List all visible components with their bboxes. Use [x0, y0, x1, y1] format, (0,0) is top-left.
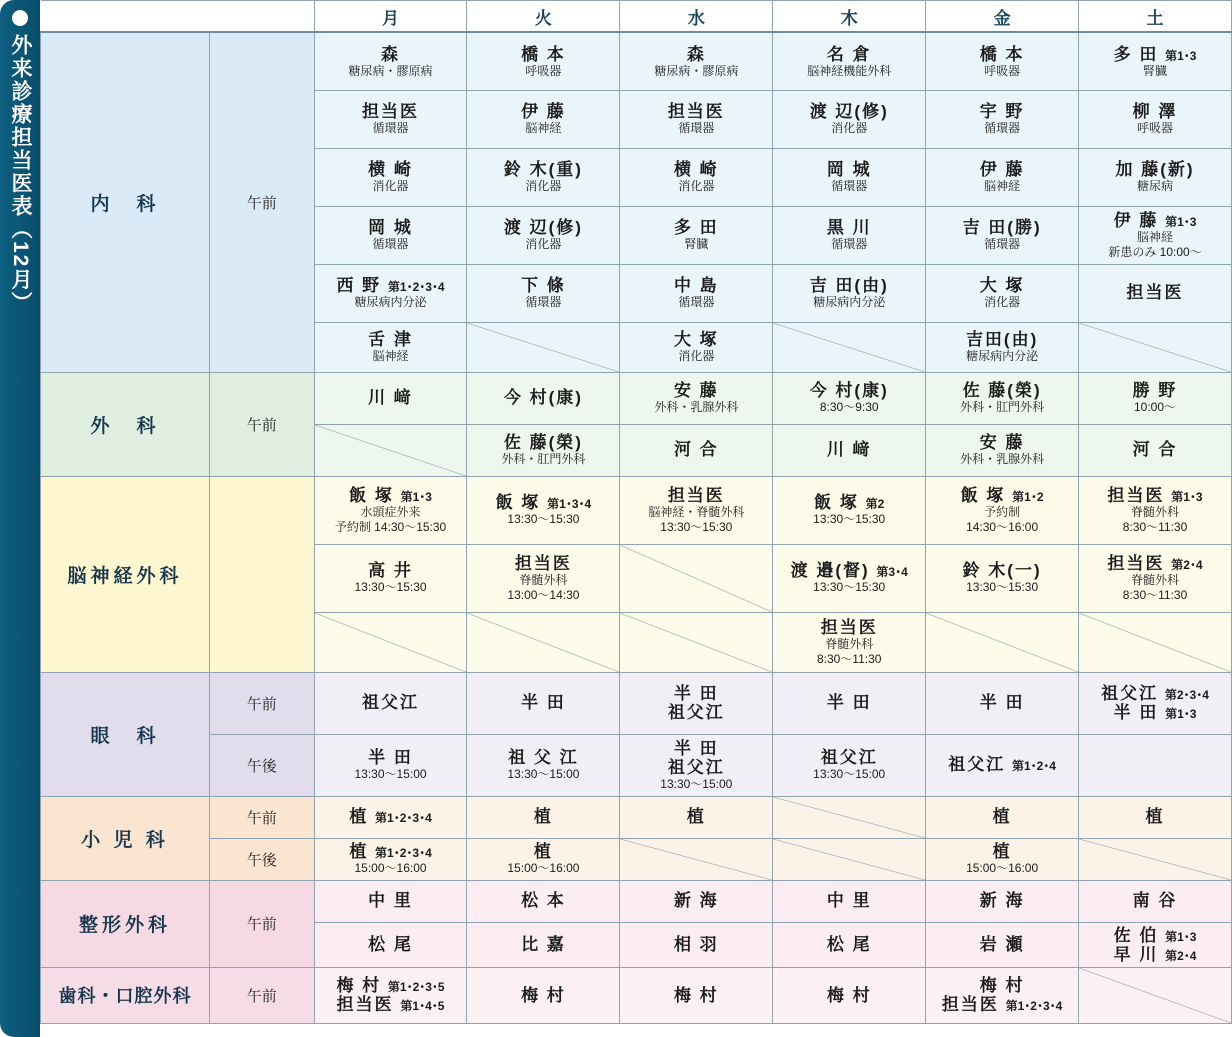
slot-cell-day1	[314, 424, 467, 476]
doctor-name: 川 﨑	[826, 440, 872, 460]
slot-cell-day6	[1079, 90, 1232, 148]
slot-note: 呼吸器	[984, 63, 1021, 78]
period-label: 午前	[209, 880, 314, 967]
slot-cell-day3	[620, 424, 773, 476]
slot-note: 糖尿病・膠原病	[654, 63, 739, 78]
slot-cell-day5	[926, 476, 1079, 544]
slot-cell-day6	[1079, 264, 1232, 322]
doctor-name: 担当医	[362, 102, 420, 122]
doctor-name: 森	[381, 44, 401, 64]
slot-note: 消化器	[525, 179, 562, 194]
slot-cell-day4	[773, 424, 926, 476]
doctor-name: 伊 藤 第1･3	[1113, 211, 1197, 231]
doctor-name: 鈴 木(重)	[503, 160, 583, 180]
slot-cell-day2	[467, 922, 620, 967]
slot-cell-day5	[926, 922, 1079, 967]
slot-note: 13:30〜15:00	[813, 767, 886, 782]
day-header-sat: 土	[1079, 1, 1232, 33]
doctor-name: 半 田 祖父江	[667, 738, 725, 777]
slot-cell-day6	[1079, 672, 1232, 734]
slot-cell-day5	[926, 32, 1079, 90]
doctor-name: 大 塚	[979, 276, 1025, 296]
slot-cell-day3	[620, 476, 773, 544]
slot-note: 糖尿病内分泌	[966, 349, 1039, 364]
doctor-name: 加 藤(新)	[1115, 160, 1195, 180]
slot-cell-day6	[1079, 796, 1232, 838]
doctor-name: 渡 辺(修)	[503, 218, 583, 238]
table-row	[41, 372, 1232, 424]
slot-cell-day3	[620, 967, 773, 1023]
slot-note: 15:00〜16:00	[966, 861, 1039, 876]
doctor-name: 梅 村	[826, 985, 872, 1005]
slot-cell-day6	[1079, 922, 1232, 967]
slot-cell-day4	[773, 206, 926, 264]
doctor-name: 佐 藤(榮)	[503, 433, 583, 453]
slot-cell-day1	[314, 838, 467, 880]
table-row	[41, 734, 1232, 796]
doctor-name: 梅 村	[521, 985, 566, 1005]
slot-note: 13:30〜15:00	[354, 767, 427, 782]
slot-cell-day6	[1079, 424, 1232, 476]
table-row	[41, 476, 1232, 544]
doctor-name: 植	[992, 842, 1012, 862]
slot-cell-day4	[773, 476, 926, 544]
slot-note: 13:30〜15:00	[507, 767, 580, 782]
slot-cell-day5	[926, 967, 1079, 1023]
doctor-name: 河 合	[1132, 440, 1178, 460]
period-label: 午前	[209, 967, 314, 1023]
doctor-name: 今 村(康)	[809, 381, 889, 401]
slot-cell-day1	[314, 90, 467, 148]
slot-cell-day1	[314, 734, 467, 796]
slot-cell-day4	[773, 880, 926, 922]
slot-cell-day3	[620, 672, 773, 734]
doctor-name: 多 田	[673, 218, 719, 238]
doctor-name: 半 田 祖父江	[667, 683, 725, 722]
table-header	[41, 1, 1232, 33]
page-title: 外来診療担当医表（12月）	[9, 34, 32, 315]
period-label: 午前	[209, 32, 314, 372]
slot-cell-day4	[773, 734, 926, 796]
slot-cell-day2	[467, 796, 620, 838]
slot-note: 脳神経	[372, 349, 409, 364]
slot-cell-day4	[773, 148, 926, 206]
slot-cell-day4	[773, 967, 926, 1023]
slot-cell-day1	[314, 672, 467, 734]
slot-cell-day5	[926, 322, 1079, 372]
slot-cell-day4	[773, 612, 926, 672]
doctor-name: 中 里	[368, 891, 413, 911]
doctor-name: 植 第1･2･3･4	[349, 807, 432, 827]
slot-cell-day1	[314, 206, 467, 264]
slot-note: 10:00〜	[1134, 400, 1177, 415]
schedule-table	[40, 0, 1232, 1024]
doctor-name: 新 海	[673, 891, 719, 911]
doctor-name: 橋 本	[979, 44, 1025, 64]
department-label-小児科: 小 児 科	[41, 796, 210, 880]
slot-cell-day2	[467, 476, 620, 544]
slot-note: 糖尿病内分泌	[813, 295, 886, 310]
slot-cell-day1	[314, 476, 467, 544]
slot-note: 循環器	[831, 179, 868, 194]
slot-cell-day6	[1079, 476, 1232, 544]
header-row	[41, 1, 1232, 33]
slot-cell-day4	[773, 544, 926, 612]
doctor-name: 半 田	[979, 693, 1025, 713]
slot-cell-day2	[467, 148, 620, 206]
day-header-tue: 火	[467, 1, 620, 33]
slot-cell-day4	[773, 838, 926, 880]
doctor-name: 松 本	[521, 891, 566, 911]
doctor-name: 川 﨑	[368, 388, 413, 408]
doctor-name: 飯 塚 第1･3	[349, 486, 432, 506]
department-label-脳神経外科: 脳神経外科	[41, 476, 210, 672]
doctor-name: 吉 田(勝)	[962, 218, 1042, 238]
slot-cell-day2	[467, 672, 620, 734]
slot-note: 脊髄外科 13:00〜14:30	[507, 573, 580, 602]
slot-cell-day3	[620, 32, 773, 90]
slot-note: 外科・乳腺外科	[960, 452, 1045, 467]
slot-cell-day6	[1079, 148, 1232, 206]
doctor-name: 今 村(康)	[503, 388, 583, 408]
doctor-name: 岩 瀬	[979, 935, 1025, 955]
slot-note: 呼吸器	[1137, 121, 1174, 136]
department-label-内科: 内 科	[41, 32, 210, 372]
table-row	[41, 672, 1232, 734]
slot-cell-day1	[314, 922, 467, 967]
doctor-name: 舌 津	[368, 330, 413, 350]
slot-cell-day5	[926, 880, 1079, 922]
slot-note: 13:30〜15:00	[660, 776, 733, 791]
doctor-name: 担当医	[820, 618, 878, 638]
slot-cell-day4	[773, 264, 926, 322]
slot-note: 外科・乳腺外科	[654, 400, 739, 415]
slot-cell-day2	[467, 612, 620, 672]
slot-cell-day3	[620, 322, 773, 372]
slot-note: 呼吸器	[525, 63, 562, 78]
doctor-name: 植	[533, 807, 553, 827]
slot-note: 脊髄外科 8:30〜11:30	[816, 637, 882, 666]
doctor-name: 松 尾	[368, 935, 413, 955]
slot-cell-day2	[467, 967, 620, 1023]
slot-cell-day6	[1079, 967, 1232, 1023]
slot-cell-day5	[926, 796, 1079, 838]
slot-cell-day3	[620, 838, 773, 880]
period-label	[209, 476, 314, 672]
slot-cell-day3	[620, 372, 773, 424]
slot-cell-day6	[1079, 322, 1232, 372]
doctor-name: 岡 城	[368, 218, 413, 238]
slot-cell-day2	[467, 424, 620, 476]
doctor-name: 飯 塚 第1･3･4	[495, 493, 592, 513]
period-label: 午後	[209, 734, 314, 796]
period-label: 午前	[209, 796, 314, 838]
doctor-name: 吉田(由)	[965, 330, 1039, 350]
doctor-name: 新 海	[979, 891, 1025, 911]
slot-note: 脳神経・脊髄外科 13:30〜15:30	[648, 505, 745, 534]
slot-cell-day3	[620, 922, 773, 967]
doctor-name: 岡 城	[826, 160, 872, 180]
slot-note: 13:30〜15:30	[966, 580, 1039, 595]
slot-note: 予約制 14:30〜16:00	[966, 505, 1039, 534]
doctor-name: 安 藤	[979, 433, 1025, 453]
slot-note: 脳神経 新患のみ 10:00〜	[1108, 230, 1202, 259]
slot-cell-day5	[926, 372, 1079, 424]
slot-cell-day1	[314, 32, 467, 90]
slot-note: 糖尿病・膠原病	[348, 63, 433, 78]
slot-cell-day5	[926, 544, 1079, 612]
slot-note: 消化器	[984, 295, 1021, 310]
doctor-name: 半 田	[826, 693, 872, 713]
doctor-name: 安 藤	[673, 381, 719, 401]
slot-note: 循環器	[678, 295, 715, 310]
slot-note: 13:30〜15:30	[507, 512, 580, 527]
slot-cell-day5	[926, 148, 1079, 206]
doctor-name: 河 合	[673, 440, 719, 460]
slot-note: 腎臓	[684, 237, 709, 252]
doctor-name: 半 田	[521, 693, 566, 713]
slot-cell-day4	[773, 372, 926, 424]
slot-cell-day2	[467, 544, 620, 612]
doctor-name: 森	[686, 44, 706, 64]
slot-cell-day6	[1079, 544, 1232, 612]
doctor-name: 西 野 第1･2･3･4	[336, 276, 445, 296]
doctor-name: 渡 邉(督) 第3･4	[790, 561, 908, 581]
slot-cell-day5	[926, 424, 1079, 476]
slot-cell-day3	[620, 734, 773, 796]
slot-cell-day1	[314, 264, 467, 322]
doctor-name: 佐 藤(榮)	[962, 381, 1042, 401]
slot-cell-day4	[773, 322, 926, 372]
doctor-name: 下 條	[521, 276, 566, 296]
doctor-name: 柳 澤	[1132, 102, 1178, 122]
department-label-歯科口腔外科: 歯科・口腔外科	[41, 967, 210, 1023]
slot-note: 13:30〜15:30	[813, 580, 886, 595]
doctor-name: 中 里	[826, 891, 872, 911]
schedule-grid	[40, 0, 1232, 1037]
slot-cell-day2	[467, 372, 620, 424]
slot-note: 脊髄外科 8:30〜11:30	[1122, 505, 1188, 534]
slot-note: 外科・肛門外科	[501, 452, 586, 467]
day-header-fri: 金	[926, 1, 1079, 33]
slot-note: 脊髄外科 8:30〜11:30	[1122, 573, 1188, 602]
doctor-name: 高 井	[368, 561, 413, 581]
slot-note: 外科・肛門外科	[960, 400, 1045, 415]
doctor-name: 多 田 第1･3	[1113, 44, 1197, 64]
slot-note: 腎臓	[1143, 63, 1168, 78]
slot-note: 15:00〜16:00	[507, 861, 580, 876]
slot-note: 8:30〜9:30	[819, 400, 879, 415]
slot-note: 脳神経	[984, 179, 1021, 194]
doctor-name: 比 嘉	[521, 935, 566, 955]
slot-cell-day1	[314, 372, 467, 424]
slot-cell-day5	[926, 206, 1079, 264]
slot-cell-day6	[1079, 734, 1232, 796]
slot-note: 消化器	[372, 179, 409, 194]
slot-cell-day2	[467, 322, 620, 372]
slot-cell-day2	[467, 90, 620, 148]
slot-cell-day3	[620, 148, 773, 206]
bullet-icon	[12, 10, 28, 26]
doctor-name: 梅 村	[673, 985, 719, 1005]
doctor-name: 植	[533, 842, 553, 862]
slot-cell-day1	[314, 148, 467, 206]
slot-note: 循環器	[984, 121, 1021, 136]
slot-cell-day6	[1079, 838, 1232, 880]
slot-note: 脳神経	[525, 121, 562, 136]
doctor-name: 祖父江 第1･2･4	[948, 755, 1056, 775]
slot-note: 循環器	[372, 237, 409, 252]
slot-cell-day4	[773, 922, 926, 967]
slot-cell-day5	[926, 264, 1079, 322]
doctor-name: 宇 野	[979, 102, 1025, 122]
slot-cell-day3	[620, 544, 773, 612]
period-label: 午後	[209, 838, 314, 880]
slot-cell-day1	[314, 796, 467, 838]
doctor-name: 担当医 第2･4	[1107, 554, 1203, 574]
table-body	[41, 32, 1232, 1023]
doctor-name: 祖 父 江	[508, 748, 579, 768]
doctor-name: 佐 伯 第1･3 早 川 第2･4	[1113, 925, 1197, 964]
doctor-name: 勝 野	[1132, 381, 1178, 401]
doctor-name: 植 第1･2･3･4	[349, 842, 432, 862]
slot-cell-day3	[620, 90, 773, 148]
table-row	[41, 967, 1232, 1023]
doctor-name: 祖父江 第2･3･4 半 田 第1･3	[1101, 683, 1209, 722]
slot-cell-day6	[1079, 612, 1232, 672]
slot-cell-day6	[1079, 206, 1232, 264]
table-row	[41, 880, 1232, 922]
doctor-name: 橋 本	[521, 44, 566, 64]
doctor-name: 松 尾	[826, 935, 872, 955]
slot-note: 消化器	[831, 121, 868, 136]
slot-note: 水頭症外来 予約制 14:30〜15:30	[334, 505, 447, 534]
slot-cell-day2	[467, 206, 620, 264]
slot-cell-day6	[1079, 32, 1232, 90]
period-label: 午前	[209, 372, 314, 476]
doctor-name: 祖父江	[362, 693, 420, 713]
doctor-name: 梅 村 第1･2･3･5 担当医 第1･4･5	[336, 976, 445, 1015]
slot-cell-day1	[314, 880, 467, 922]
slot-note: 消化器	[678, 349, 715, 364]
slot-cell-day2	[467, 880, 620, 922]
slot-cell-day4	[773, 32, 926, 90]
slot-note: 糖尿病内分泌	[354, 295, 427, 310]
doctor-name: 名 倉	[826, 44, 872, 64]
slot-cell-day3	[620, 612, 773, 672]
doctor-name: 伊 藤	[521, 102, 566, 122]
slot-note: 糖尿病	[1137, 179, 1174, 194]
slot-note: 循環器	[678, 121, 715, 136]
doctor-name: 吉 田(由)	[809, 276, 889, 296]
slot-cell-day3	[620, 206, 773, 264]
doctor-name: 飯 塚 第1･2	[960, 486, 1044, 506]
doctor-name: 渡 辺(修)	[809, 102, 889, 122]
doctor-name: 担当医	[667, 486, 725, 506]
doctor-name: 植	[992, 807, 1012, 827]
table-row	[41, 32, 1232, 90]
slot-cell-day5	[926, 672, 1079, 734]
doctor-name: 南 谷	[1132, 891, 1178, 911]
doctor-name: 鈴 木(一)	[962, 561, 1042, 581]
doctor-name: 伊 藤	[979, 160, 1025, 180]
slot-note: 消化器	[525, 237, 562, 252]
slot-cell-day1	[314, 967, 467, 1023]
slot-cell-day2	[467, 734, 620, 796]
slot-note: 13:30〜15:30	[354, 580, 427, 595]
doctor-name: 担当医	[514, 554, 572, 574]
day-header-wed: 水	[620, 1, 773, 33]
doctor-name: 大 塚	[673, 330, 719, 350]
slot-cell-day5	[926, 838, 1079, 880]
department-label-眼科: 眼 科	[41, 672, 210, 796]
slot-cell-day1	[314, 612, 467, 672]
day-header-thu: 木	[773, 1, 926, 33]
doctor-name: 中 島	[673, 276, 719, 296]
slot-note: 循環器	[525, 295, 562, 310]
doctor-name: 植	[1145, 807, 1165, 827]
slot-cell-day5	[926, 734, 1079, 796]
doctor-name: 梅 村 担当医 第1･2･3･4	[941, 976, 1063, 1015]
slot-note: 循環器	[831, 237, 868, 252]
slot-note: 消化器	[678, 179, 715, 194]
slot-cell-day6	[1079, 880, 1232, 922]
day-header-mon: 月	[314, 1, 467, 33]
slot-cell-day2	[467, 264, 620, 322]
slot-cell-day4	[773, 796, 926, 838]
slot-cell-day6	[1079, 372, 1232, 424]
slot-cell-day4	[773, 90, 926, 148]
doctor-name: 担当医	[1126, 283, 1184, 303]
slot-cell-day1	[314, 544, 467, 612]
doctor-name: 半 田	[368, 748, 413, 768]
department-label-外科: 外 科	[41, 372, 210, 476]
corner-cell	[41, 1, 315, 33]
doctor-name: 相 羽	[673, 935, 719, 955]
table-row	[41, 796, 1232, 838]
table-row	[41, 838, 1232, 880]
slot-note: 15:00〜16:00	[354, 861, 427, 876]
doctor-name: 黒 川	[826, 218, 872, 238]
slot-cell-day3	[620, 880, 773, 922]
doctor-name: 飯 塚 第2	[814, 493, 885, 513]
doctor-name: 祖父江	[820, 748, 878, 768]
slot-note: 脳神経機能外科	[807, 63, 892, 78]
vertical-title-bar	[0, 0, 40, 1037]
doctor-name: 担当医 第1･3	[1107, 486, 1203, 506]
slot-cell-day2	[467, 32, 620, 90]
slot-note: 循環器	[984, 237, 1021, 252]
doctor-name: 横 崎	[673, 160, 719, 180]
slot-cell-day5	[926, 90, 1079, 148]
slot-cell-day5	[926, 612, 1079, 672]
period-label: 午前	[209, 672, 314, 734]
slot-cell-day3	[620, 796, 773, 838]
slot-cell-day2	[467, 838, 620, 880]
slot-cell-day4	[773, 672, 926, 734]
department-label-整形外科: 整形外科	[41, 880, 210, 967]
slot-note: 循環器	[372, 121, 409, 136]
slot-cell-day1	[314, 322, 467, 372]
slot-note: 13:30〜15:30	[813, 512, 886, 527]
doctor-name: 植	[686, 807, 706, 827]
doctor-name: 担当医	[667, 102, 725, 122]
slot-cell-day3	[620, 264, 773, 322]
doctor-name: 横 崎	[368, 160, 413, 180]
